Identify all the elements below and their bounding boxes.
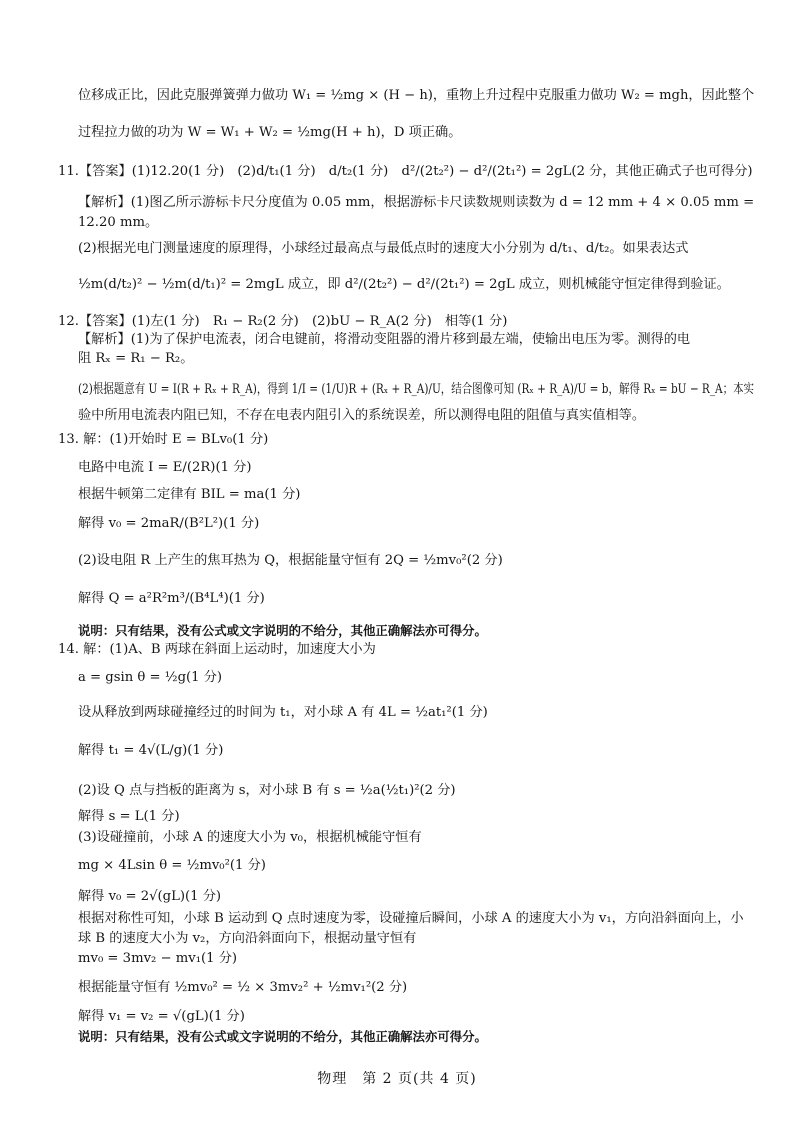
text-line: 解得 v₁ = v₂ = √(gL)(1 分) <box>78 1009 245 1024</box>
text-line: 【解析】(1)图乙所示游标卡尺分度值为 0.05 mm，根据游标卡尺读数规则读数为 d = 12 mm + 4 × 0.05 mm = <box>78 195 755 210</box>
answer-11-header: 11.【答案】(1)12.20(1 分) (2)d/t₁(1 分) d/t₂(1 分) d²/(2t₂²) − d²/(2t₁²) = 2gL(2 分，其他正确式子也可得分) <box>58 164 753 179</box>
text-line: 球 B 的速度大小为 v₂，方向沿斜面向下，根据动量守恒有 <box>78 931 417 946</box>
text-line: a = gsin θ = ½g(1 分) <box>78 670 223 685</box>
text-line: 根据能量守恒有 ½mv₀² = ½ × 3mv₂² + ½mv₁²(2 分) <box>78 980 408 995</box>
text-line: (3)设碰撞前，小球 A 的速度大小为 v₀，根据机械能守恒有 <box>78 830 422 845</box>
text-line: 阻 Rₓ = R₁ − R₂。 <box>78 351 194 366</box>
text-line: 设从释放到两球碰撞经过的时间为 t₁，对小球 A 有 4L = ½at₁²(1 分) <box>78 705 488 720</box>
text-line: mv₀ = 3mv₂ − mv₁(1 分) <box>78 951 238 966</box>
note-text: 说明：只有结果，没有公式或文字说明的不给分，其他正确解法亦可得分。 <box>78 1029 487 1044</box>
text-line: (2)设 Q 点与挡板的距离为 s，对小球 B 有 s = ½a(½t₁)²(2 分) <box>78 783 456 798</box>
text-line: 解得 s = L(1 分) <box>78 809 180 824</box>
text-line: 过程拉力做的功为 W = W₁ + W₂ = ½mg(H + h)，D 项正确。 <box>78 125 462 140</box>
text-line: mg × 4Lsin θ = ½mv₀²(1 分) <box>78 858 266 873</box>
text-line: ½m(d/t₂)² − ½m(d/t₁)² = 2mgL 成立，即 d²/(2t₂²) − d²/(2t₁²) = 2gL 成立，则机械能守恒定律得到验证。 <box>78 277 730 292</box>
text-line: (2)根据题意有 U = I(R + Rₓ + R_A)，得到 1/I = (1/U)R + (Rₓ + R_A)/U，结合图像可知 (Rₓ + R_A)/U = b，解得 Rₓ = bU − R_A；本实 <box>78 382 755 397</box>
answer-13-header: 13. 解：(1)开始时 E = BLv₀(1 分) <box>58 432 269 447</box>
text-line: 12.20 mm。 <box>78 215 159 230</box>
text-line: 根据对称性可知，小球 B 运动到 Q 点时速度为零，设碰撞后瞬间，小球 A 的速度大小为 v₁，方向沿斜面向上，小 <box>78 911 744 926</box>
answer-12-header: 12.【答案】(1)左(1 分) R₁ − R₂(2 分) (2)bU − R_A(2 分) 相等(1 分) <box>58 314 508 329</box>
text-line: (2)设电阻 R 上产生的焦耳热为 Q，根据能量守恒有 2Q = ½mv₀²(2 分) <box>78 553 503 568</box>
text-line: 【解析】(1)为了保护电流表，闭合电键前，将滑动变阻器的滑片移到最左端，使输出电压为零。测得的电 <box>78 332 691 347</box>
answer-14-header: 14. 解：(1)A、B 两球在斜面上运动时，加速度大小为 <box>58 642 376 657</box>
page-footer: 物理 第 2 页(共 4 页) <box>317 1071 477 1087</box>
text-line: 解得 Q = a²R²m³/(B⁴L⁴)(1 分) <box>78 591 265 606</box>
text-line: 解得 t₁ = 4√(L/g)(1 分) <box>78 743 224 758</box>
note-text: 说明：只有结果，没有公式或文字说明的不给分，其他正确解法亦可得分。 <box>78 623 487 638</box>
text-line: 验中所用电流表内阻已知，不存在电表内阻引入的系统误差，所以测得电阻的阻值与真实值相等。 <box>78 408 646 423</box>
text-line: 解得 v₀ = 2√(gL)(1 分) <box>78 889 222 904</box>
text-line: (2)根据光电门测量速度的原理得，小球经过最高点与最低点时的速度大小分别为 d/t₁、d/t₂。如果表达式 <box>78 241 689 256</box>
text-line: 电路中电流 I = E/(2R)(1 分) <box>78 460 252 475</box>
text-line: 解得 v₀ = 2maR/(B²L²)(1 分) <box>78 516 260 531</box>
text-line: 根据牛顿第二定律有 BIL = ma(1 分) <box>78 487 301 502</box>
text-line: 位移成正比，因此克服弹簧弹力做功 W₁ = ½mg × (H − h)，重物上升过程中克服重力做功 W₂ = mgh，因此整个 <box>78 88 755 103</box>
